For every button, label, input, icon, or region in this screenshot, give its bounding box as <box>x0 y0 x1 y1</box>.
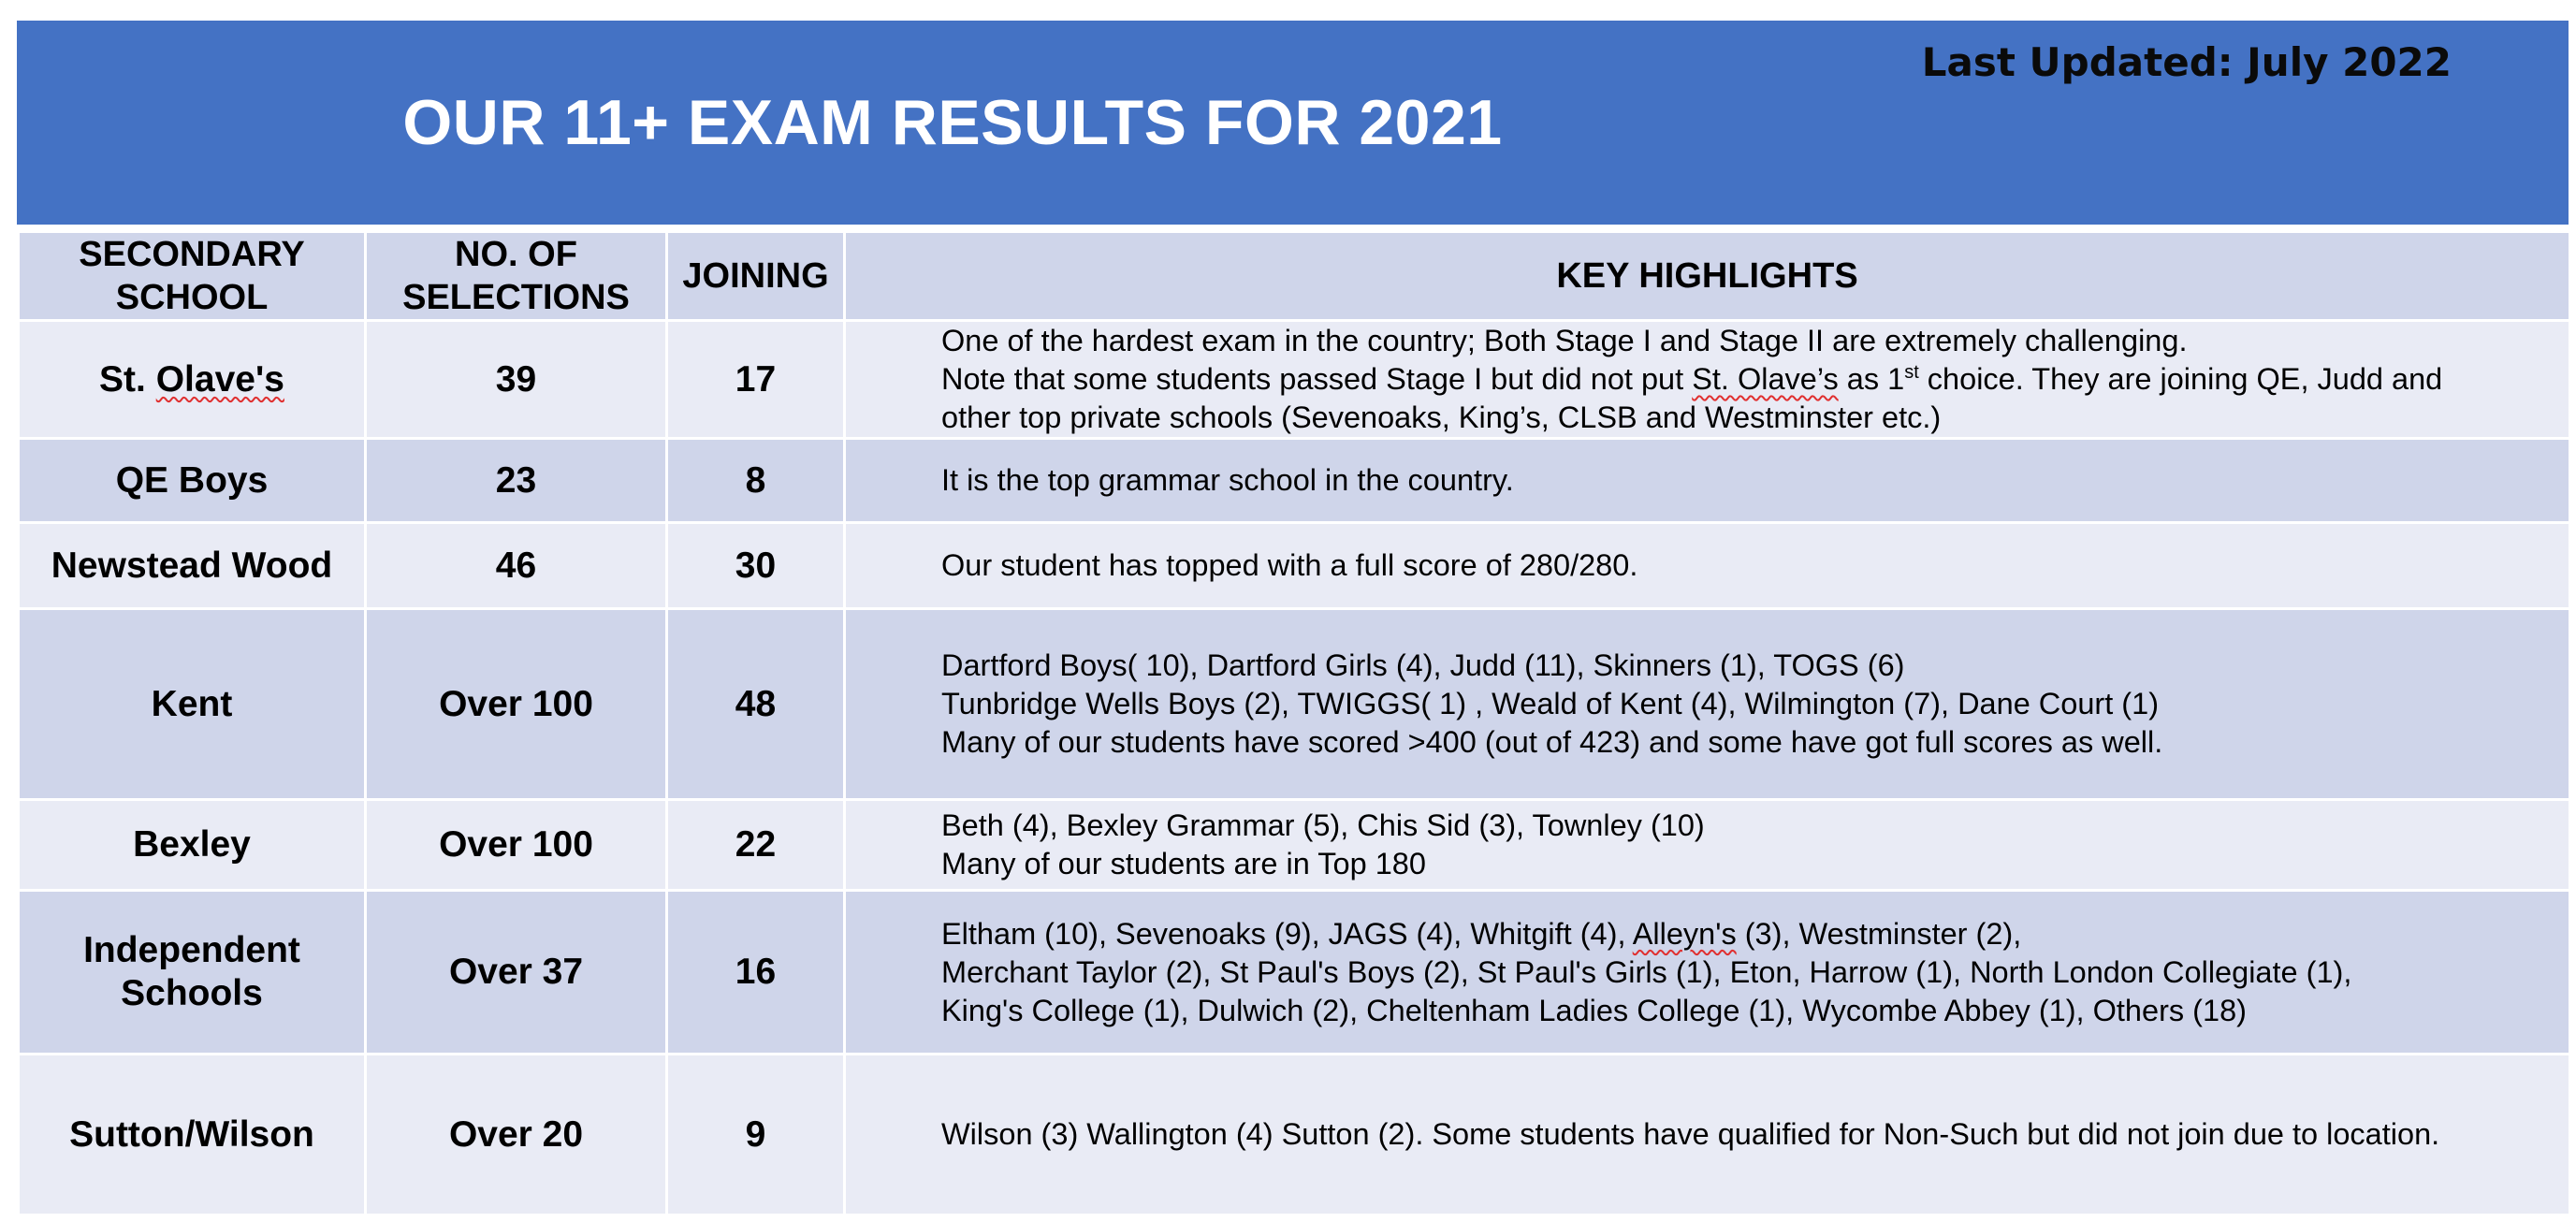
table-row <box>19 800 2570 891</box>
highlights-cell: Dartford Boys( 10), Dartford Girls (4), Judd (11), Skinners (1), TOGS (6) Tunbridge Wells Boys (2), TWIGGS( 1) , Weald of Kent (4), Wilmington (7), Dane Court (1) Many of our students have scored >400 (out of 423) and some have got full scores as well. <box>845 609 2570 800</box>
table-row <box>19 523 2570 609</box>
school-cell: QE Boys <box>19 439 366 523</box>
highlights-cell: Eltham (10), Sevenoaks (9), JAGS (4), Whitgift (4), Alleyn's (3), Westminster (2), Merchant Taylor (2), St Paul's Boys (2), St Paul's Girls (1), Eton, Harrow (1), North London Collegiate (1), King's College (1), Dulwich (2), Cheltenham Ladies College (1), Wycombe Abbey (1), Others (18) <box>845 891 2570 1055</box>
joining-cell: 17 <box>667 321 845 439</box>
column-header-school: SECONDARY SCHOOL <box>19 232 366 321</box>
joining-cell: 22 <box>667 800 845 891</box>
joining-cell: 9 <box>667 1055 845 1215</box>
highlights-cell: Our student has topped with a full score of 280/280. <box>845 523 2570 609</box>
page-title: OUR 11+ EXAM RESULTS FOR 2021 <box>402 87 1503 158</box>
last-updated-label: Last Updated: July 2022 <box>1921 39 2452 85</box>
title-banner <box>17 21 2569 225</box>
selections-cell: Over 20 <box>366 1055 667 1215</box>
highlights-cell: Beth (4), Bexley Grammar (5), Chis Sid (3), Townley (10) Many of our students are in Top 180 <box>845 800 2570 891</box>
joining-cell: 30 <box>667 523 845 609</box>
selections-cell: Over 37 <box>366 891 667 1055</box>
column-header-highlights: KEY HIGHLIGHTS <box>845 232 2570 321</box>
table-row <box>19 609 2570 800</box>
table-row <box>19 321 2570 439</box>
selections-cell: Over 100 <box>366 609 667 800</box>
school-cell: Sutton/Wilson <box>19 1055 366 1215</box>
school-cell: Kent <box>19 609 366 800</box>
selections-cell: 46 <box>366 523 667 609</box>
table-row <box>19 1055 2570 1215</box>
school-cell: Bexley <box>19 800 366 891</box>
selections-cell: Over 100 <box>366 800 667 891</box>
school-cell: Newstead Wood <box>19 523 366 609</box>
joining-cell: 8 <box>667 439 845 523</box>
joining-cell: 48 <box>667 609 845 800</box>
column-header-joining: JOINING <box>667 232 845 321</box>
school-cell: St. Olave's <box>19 321 366 439</box>
table-row <box>19 891 2570 1055</box>
table-row <box>19 439 2570 523</box>
selections-cell: 23 <box>366 439 667 523</box>
highlights-cell: Wilson (3) Wallington (4) Sutton (2). Some students have qualified for Non-Such but did not join due to location. <box>845 1055 2570 1215</box>
school-cell: Independent Schools <box>19 891 366 1055</box>
highlights-cell: It is the top grammar school in the country. <box>845 439 2570 523</box>
results-table <box>17 230 2571 1216</box>
selections-cell: 39 <box>366 321 667 439</box>
column-header-selections: NO. OF SELECTIONS <box>366 232 667 321</box>
joining-cell: 16 <box>667 891 845 1055</box>
table-header-row <box>19 232 2570 321</box>
highlights-cell: One of the hardest exam in the country; Both Stage I and Stage II are extremely challenging. Note that some students passed Stage I but did not put St. Olave’s as 1st choice. They are joining QE, Judd and other top private schools (Sevenoaks, King’s, CLSB and Westminster etc.) <box>845 321 2570 439</box>
